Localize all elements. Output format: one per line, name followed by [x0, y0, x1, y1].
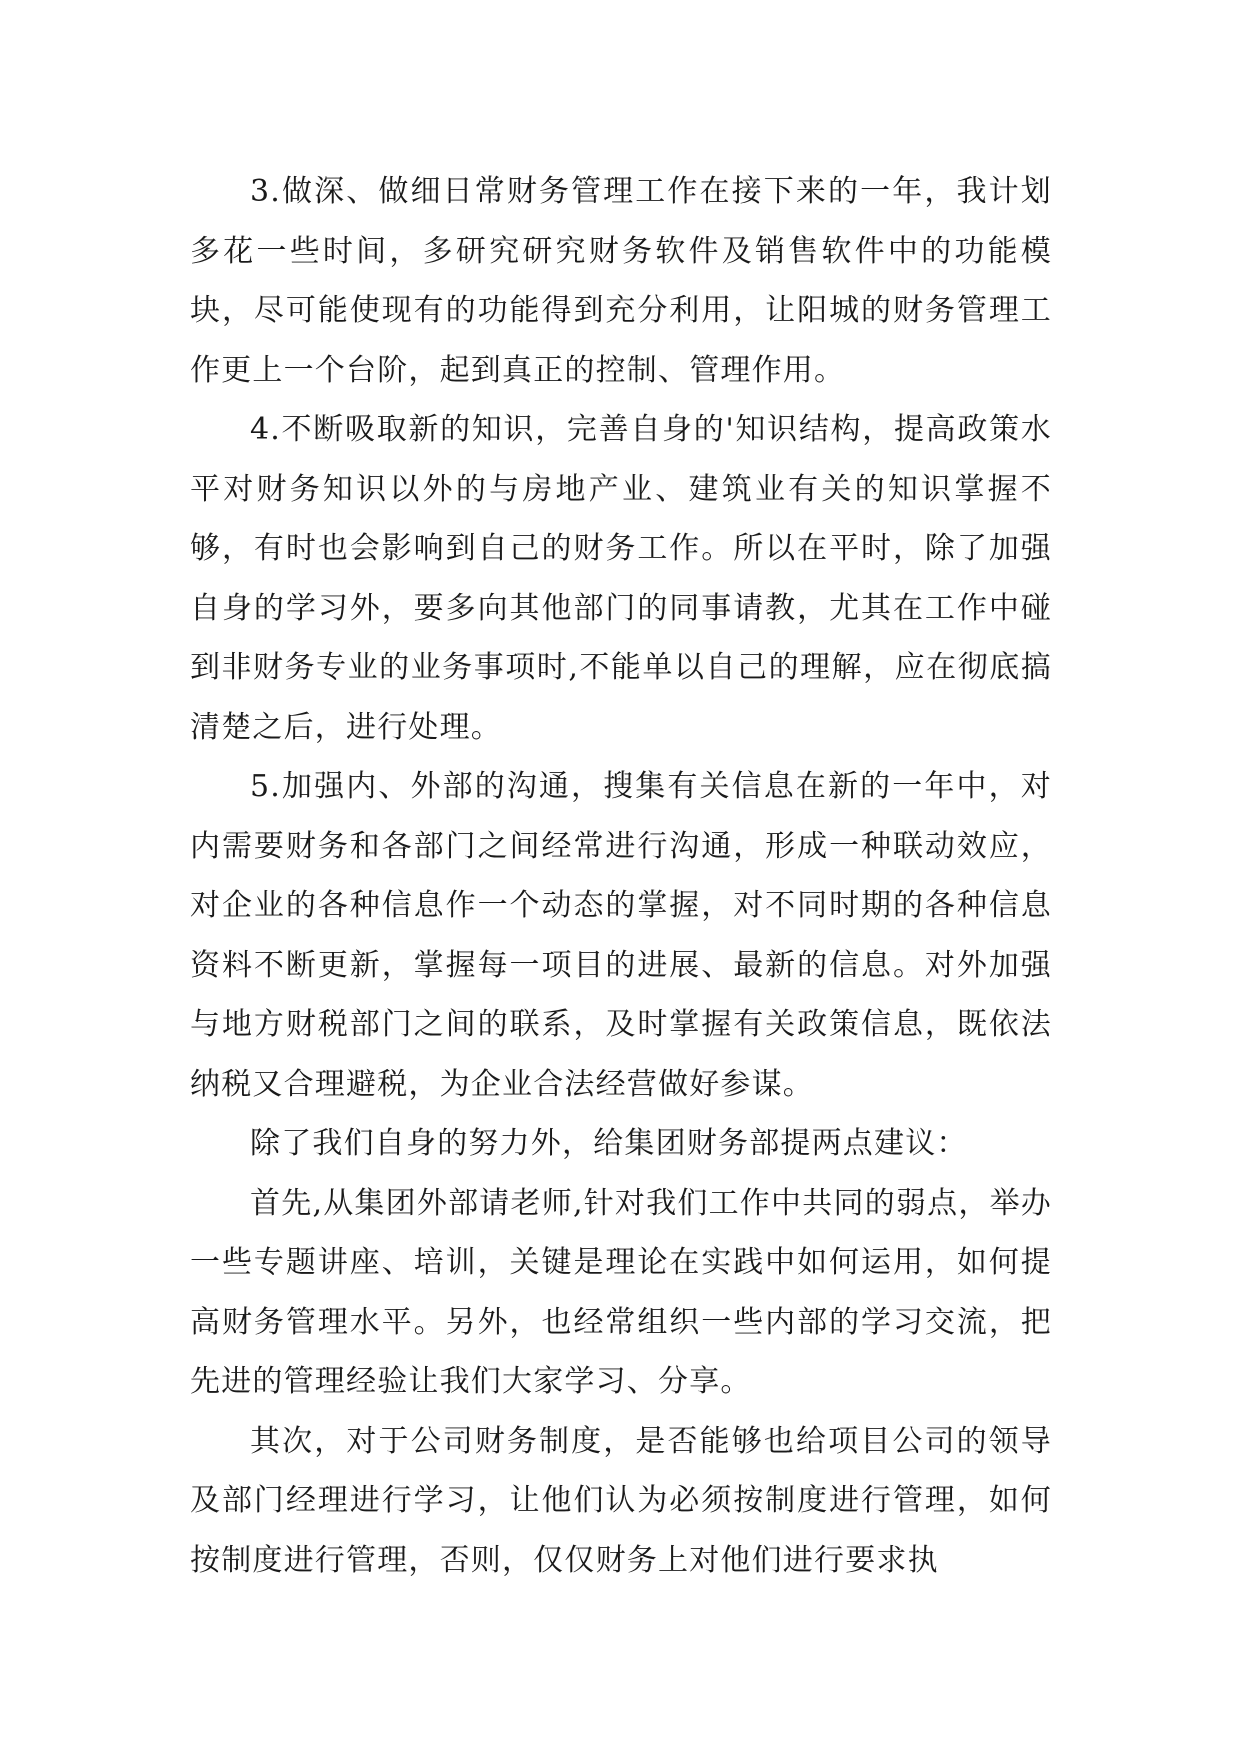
paragraph-item-3: 3.做深、做细日常财务管理工作在接下来的一年，我计划多花一些时间，多研究研究财务软件及销售软件中的功能模块，尽可能使现有的功能得到充分利用，让阳城的财务管理工作更上一个台阶，起到真正的控制、管理作用。	[190, 174, 1052, 388]
paragraph-first-suggestion: 首先,从集团外部请老师,针对我们工作中共同的弱点，举办一些专题讲座、培训，关键是理论在实践中如何运用，如何提高财务管理水平。另外，也经常组织一些内部的学习交流，把先进的管理经验让我们大家学习、分享。	[190, 1185, 1052, 1399]
paragraph-suggestions-intro: 除了我们自身的努力外，给集团财务部提两点建议：	[250, 1126, 968, 1161]
paragraph-item-4: 4.不断吸取新的知识，完善自身的'知识结构，提高政策水平对财务知识以外的与房地产业、建筑业有关的知识掌握不够，有时也会影响到自己的财务工作。所以在平时，除了加强自身的学习外，要多向其他部门的同事请教，尤其在工作中碰到非财务专业的业务事项时,不能单以自己的理解，应在彻底搞清楚之后，进行处理。	[190, 412, 1052, 745]
document-body	[190, 162, 1052, 1590]
paragraph-item-5: 5.加强内、外部的沟通，搜集有关信息在新的一年中，对内需要财务和各部门之间经常进行沟通，形成一种联动效应，对企业的各种信息作一个动态的掌握，对不同时期的各种信息资料不断更新，掌握每一项目的进展、最新的信息。对外加强与地方财税部门之间的联系，及时掌握有关政策信息，既依法纳税又合理避税，为企业合法经营做好参谋。	[190, 769, 1052, 1102]
paragraph-second-suggestion: 其次，对于公司财务制度，是否能够也给项目公司的领导及部门经理进行学习，让他们认为必须按制度进行管理，如何按制度进行管理，否则，仅仅财务上对他们进行要求执	[190, 1423, 1052, 1578]
